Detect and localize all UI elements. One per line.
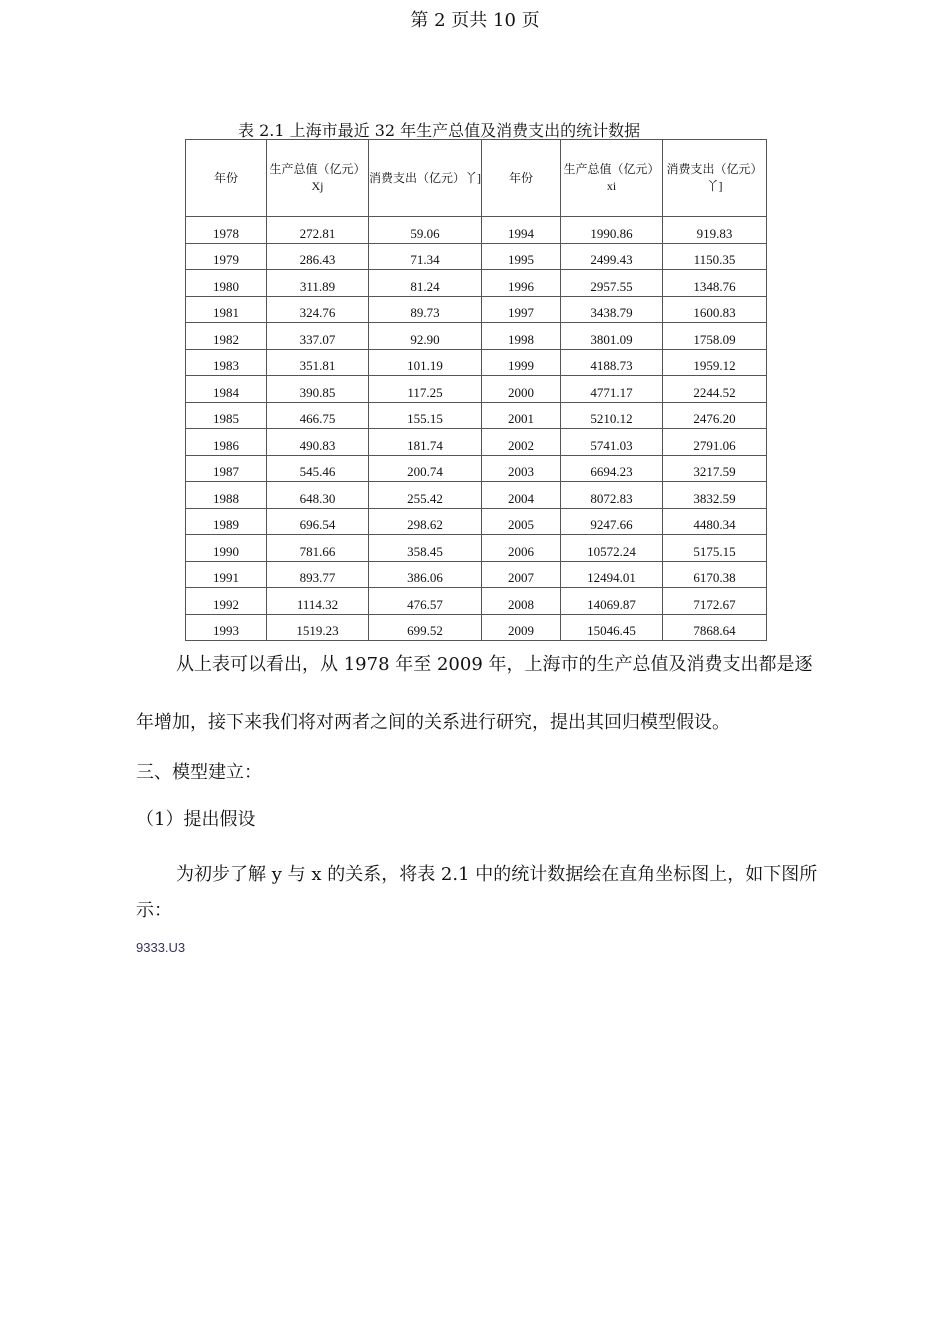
table-row [186,349,767,376]
table-row [186,535,767,562]
table-body [186,217,767,641]
paragraph-trend [136,653,826,677]
cell-gdp: 696.54 [267,508,369,535]
cell-consumption: 71.34 [369,243,482,270]
cell-consumption: 81.24 [369,270,482,297]
table-caption: 表 2.1 上海市最近 32 年生产总值及消费支出的统计数据 [238,121,641,140]
figure-label: 9333.U3 [136,940,186,955]
cell-gdp: 311.89 [267,270,369,297]
cell-gdp-2: 10572.24 [561,535,663,562]
cell-gdp-2: 5741.03 [561,429,663,456]
cell-gdp: 648.30 [267,482,369,509]
cell-gdp-2: 1990.86 [561,217,663,244]
cell-gdp-2: 6694.23 [561,455,663,482]
cell-consumption: 200.74 [369,455,482,482]
cell-consumption: 699.52 [369,614,482,641]
table-row [186,455,767,482]
cell-year-2: 2003 [482,455,561,482]
cell-consumption-2: 1600.83 [663,296,767,323]
table-row [186,429,767,456]
cell-consumption: 298.62 [369,508,482,535]
cell-consumption-2: 1348.76 [663,270,767,297]
cell-year: 1984 [186,376,267,403]
cell-consumption: 92.90 [369,323,482,350]
cell-year-2: 2008 [482,588,561,615]
table-row [186,402,767,429]
cell-year: 1991 [186,561,267,588]
cell-consumption-2: 3832.59 [663,482,767,509]
cell-year-2: 2001 [482,402,561,429]
cell-consumption-2: 6170.38 [663,561,767,588]
cell-gdp-2: 2499.43 [561,243,663,270]
cell-gdp: 466.75 [267,402,369,429]
cell-year-2: 2006 [482,535,561,562]
cell-consumption: 117.25 [369,376,482,403]
header-consumption: 消费支出（亿元）丫] [369,140,482,217]
cell-consumption-2: 4480.34 [663,508,767,535]
section-heading: 三、模型建立： [136,762,262,783]
cell-consumption-2: 1959.12 [663,349,767,376]
paragraph-figure-intro: 为初步了解 y 与 x 的关系，将表 2.1 中的统计数据绘在直角坐标图上，如下图所示： [136,864,818,921]
table-row [186,323,767,350]
table-row [186,270,767,297]
cell-year-2: 1997 [482,296,561,323]
header-consumption-2: 消费支出（亿元）丫] [663,140,767,217]
cell-gdp-2: 15046.45 [561,614,663,641]
cell-gdp: 893.77 [267,561,369,588]
cell-consumption-2: 7172.67 [663,588,767,615]
statistics-table [185,139,767,641]
cell-gdp-2: 2957.55 [561,270,663,297]
cell-gdp-2: 3801.09 [561,323,663,350]
cell-consumption-2: 7868.64 [663,614,767,641]
cell-year: 1990 [186,535,267,562]
cell-year-2: 1996 [482,270,561,297]
table-row [186,588,767,615]
cell-year-2: 1999 [482,349,561,376]
cell-consumption: 155.15 [369,402,482,429]
cell-year: 1979 [186,243,267,270]
cell-gdp: 781.66 [267,535,369,562]
cell-year: 1993 [186,614,267,641]
cell-consumption: 386.06 [369,561,482,588]
cell-year: 1987 [186,455,267,482]
cell-consumption-2: 919.83 [663,217,767,244]
cell-year: 1978 [186,217,267,244]
cell-year: 1988 [186,482,267,509]
cell-gdp: 324.76 [267,296,369,323]
cell-consumption-2: 3217.59 [663,455,767,482]
cell-year-2: 2009 [482,614,561,641]
cell-gdp: 1519.23 [267,614,369,641]
header-year: 年份 [186,140,267,217]
cell-gdp: 490.83 [267,429,369,456]
subsection-heading: （1）提出假设 [136,809,256,830]
cell-year: 1980 [186,270,267,297]
cell-gdp: 272.81 [267,217,369,244]
cell-year: 1986 [186,429,267,456]
cell-gdp: 545.46 [267,455,369,482]
cell-year: 1981 [186,296,267,323]
header-year-2: 年份 [482,140,561,217]
cell-year-2: 2004 [482,482,561,509]
cell-year-2: 1998 [482,323,561,350]
table-header-row [186,140,767,217]
cell-year-2: 1995 [482,243,561,270]
cell-consumption: 358.45 [369,535,482,562]
cell-gdp-2: 3438.79 [561,296,663,323]
header-gdp: 生产总值（亿元）Xj [267,140,369,217]
header-gdp-2: 生产总值（亿元）xi [561,140,663,217]
cell-gdp: 1114.32 [267,588,369,615]
cell-consumption-2: 1758.09 [663,323,767,350]
cell-gdp-2: 14069.87 [561,588,663,615]
cell-consumption-2: 2244.52 [663,376,767,403]
cell-gdp-2: 4771.17 [561,376,663,403]
cell-year: 1989 [186,508,267,535]
cell-consumption: 476.57 [369,588,482,615]
cell-consumption: 89.73 [369,296,482,323]
cell-consumption-2: 2476.20 [663,402,767,429]
cell-consumption: 59.06 [369,217,482,244]
table-row [186,296,767,323]
table-row [186,243,767,270]
cell-consumption-2: 5175.15 [663,535,767,562]
table-row [186,482,767,509]
cell-gdp-2: 8072.83 [561,482,663,509]
paragraph-trend-continued: 年增加，接下来我们将对两者之间的关系进行研究，提出其回归模型假设。 [136,712,730,733]
cell-year-2: 2005 [482,508,561,535]
cell-gdp: 286.43 [267,243,369,270]
cell-consumption-2: 1150.35 [663,243,767,270]
cell-gdp-2: 5210.12 [561,402,663,429]
cell-year-2: 1994 [482,217,561,244]
cell-gdp-2: 9247.66 [561,508,663,535]
table-row [186,376,767,403]
table-row [186,508,767,535]
table-row [186,561,767,588]
cell-gdp: 390.85 [267,376,369,403]
cell-consumption-2: 2791.06 [663,429,767,456]
cell-gdp: 351.81 [267,349,369,376]
cell-year: 1982 [186,323,267,350]
page-header: 第 2 页共 10 页 [410,10,540,31]
cell-consumption: 101.19 [369,349,482,376]
cell-gdp: 337.07 [267,323,369,350]
cell-consumption: 181.74 [369,429,482,456]
table-row [186,217,767,244]
cell-gdp-2: 12494.01 [561,561,663,588]
cell-year: 1983 [186,349,267,376]
cell-year-2: 2007 [482,561,561,588]
table-row [186,614,767,641]
cell-year-2: 2002 [482,429,561,456]
cell-consumption: 255.42 [369,482,482,509]
cell-year-2: 2000 [482,376,561,403]
cell-gdp-2: 4188.73 [561,349,663,376]
cell-year: 1985 [186,402,267,429]
cell-year: 1992 [186,588,267,615]
paragraph-trend-line-1: 从上表可以看出，从 1978 年至 2009 年，上海市的生产总值及消费支出都是逐 [176,654,813,675]
